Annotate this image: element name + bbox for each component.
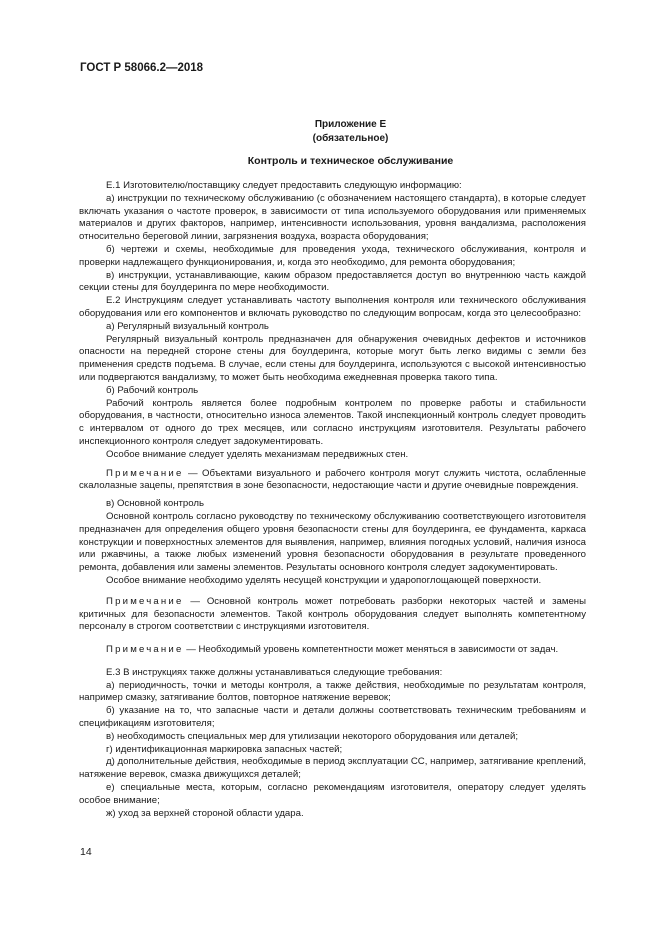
paragraph: а) инструкции по техническому обслуживанию (с обозначением настоящего стандарта), в которые следует включать указания о частоте проверок, в зависимости от типа используемого оборудования или применяемых материалов и других факторов, например, интенсивности использования, уровня вандализма, расположения относительно береговой линии, загрязнения воздуха, возраста оборудования; [79,192,586,243]
paragraph: Основной контроль согласно руководству по техническому обслуживанию соответствующего изготовителя предназначен для определения общего уровня безопасности стены для боулдеринга, ее фундамента, каркаса конструкции и поверхностных элементов для выявления, например, влияния погодных условий, наличия износа или ржавчины, а также любых изменений уровня безопасности оборудования в результате проведенного ремонта, добавления или замены элементов. Результаты основного контроля следует задокументировать. [79,510,586,574]
paragraph: г) идентификационная маркировка запасных частей; [106,743,343,755]
paragraph: а) Регулярный визуальный контроль [106,320,269,332]
paragraph: в) инструкции, устанавливающие, каким образом предоставляется доступ во внутреннюю часть каждой секции стены для боулдеринга по мере необходимости. [79,269,586,294]
note-text: — Необходимый уровень компетентности может меняться в зависимости от задач. [183,644,559,656]
section-title: Контроль и техническое обслуживание [247,155,454,167]
paragraph: в) необходимость специальных мер для утилизации некоторого оборудования или деталей; [106,730,519,742]
note-text: — Основной контроль может потребовать разборки некоторых частей и замены критичных для безопасности элементов. Такой контроль оборудования следует выполнять компетентному персоналу в строгом соответствии с инструкциями изготовителя. [79,595,586,633]
page-number: 14 [80,846,92,858]
appendix-title: Приложение Е [314,119,387,130]
paragraph: ж) уход за верхней стороной области удара. [106,807,304,819]
paragraph: Регулярный визуальный контроль предназначен для обнаружения очевидных дефектов и источников опасности на передней стороне стены для боулдеринга, которые могут быть легко видимы с земли без применения средств подъема. В случае, если стены для боулдеринга, используются с высокой интенсивностью или подвергаются вандализму, то может быть необходима ежедневная проверка такого типа. [79,333,586,383]
document-body [79,180,586,820]
paragraph: б) указание на то, что запасные части и детали должны соответствовать техническим требованиям и спецификациям изготовителя; [79,705,586,730]
paragraph: Особое внимание следует уделять механизмам передвижных стен. [106,448,409,460]
paragraph: Е.2 Инструкциям следует устанавливать частоту выполнения контроля или технического обслуживания оборудования или его компонентов и включать руководство по следующим вопросам, когда это целесообразно: [79,295,586,319]
paragraph: Особое внимание необходимо уделять несущей конструкции и ударопоглощающей поверхности. [106,574,542,586]
note-label: Примечание [106,644,184,656]
note-1 [79,468,586,494]
paragraph: б) чертежи и схемы, необходимые для проведения ухода, технического обслуживания, контроля и проверки надлежащего функционирования, и, когда это необходимо, для ремонта оборудования; [79,243,586,268]
note-3 [79,644,586,657]
paragraph: Е.1 Изготовителю/поставщику следует предоставить следующую информацию: [106,180,462,191]
paragraph: Е.3 В инструкциях также должны устанавливаться следующие требования: [106,666,443,678]
paragraph: д) дополнительные действия, необходимые в период эксплуатации СС, например, затягивание креплений, натяжение веревок, смазка движущихся деталей; [79,756,586,781]
note-label: Примечание [106,595,184,607]
paragraph: е) специальные места, которым, согласно рекомендациям изготовителя, оператору следует уделять особое внимание; [79,782,586,806]
appendix-status: (обязательное) [312,133,389,144]
paragraph: Рабочий контроль является более подробным контролем по проверке работы и стабильности оборудования, в частности, относительно износа элементов. Такой инспекционный контроль следует проводить с интервалом от одного до трех месяцев, или согласно инструкциям изготовителя. Результаты рабочего инспекционного контроля следует задокументировать. [79,397,586,447]
note-2 [79,596,586,634]
paragraph: б) Рабочий контроль [106,384,199,396]
note-label: Примечание [106,467,184,479]
appendix-heading [0,118,661,146]
note-text: — Объектами визуального и рабочего контроля могут служить чистота, ослабленные скалолазные зацепы, препятствия в зоне безопасности, недостающие части и другие очевидные повреждения. [79,467,586,492]
document-header: ГОСТ Р 58066.2—2018 [80,62,204,74]
paragraph: а) периодичность, точки и методы контроля, а также действия, необходимые по результатам контроля, например смазку, затягивание болтов, повторное натяжение веревок; [79,679,586,704]
paragraph: в) Основной контроль [106,498,204,510]
